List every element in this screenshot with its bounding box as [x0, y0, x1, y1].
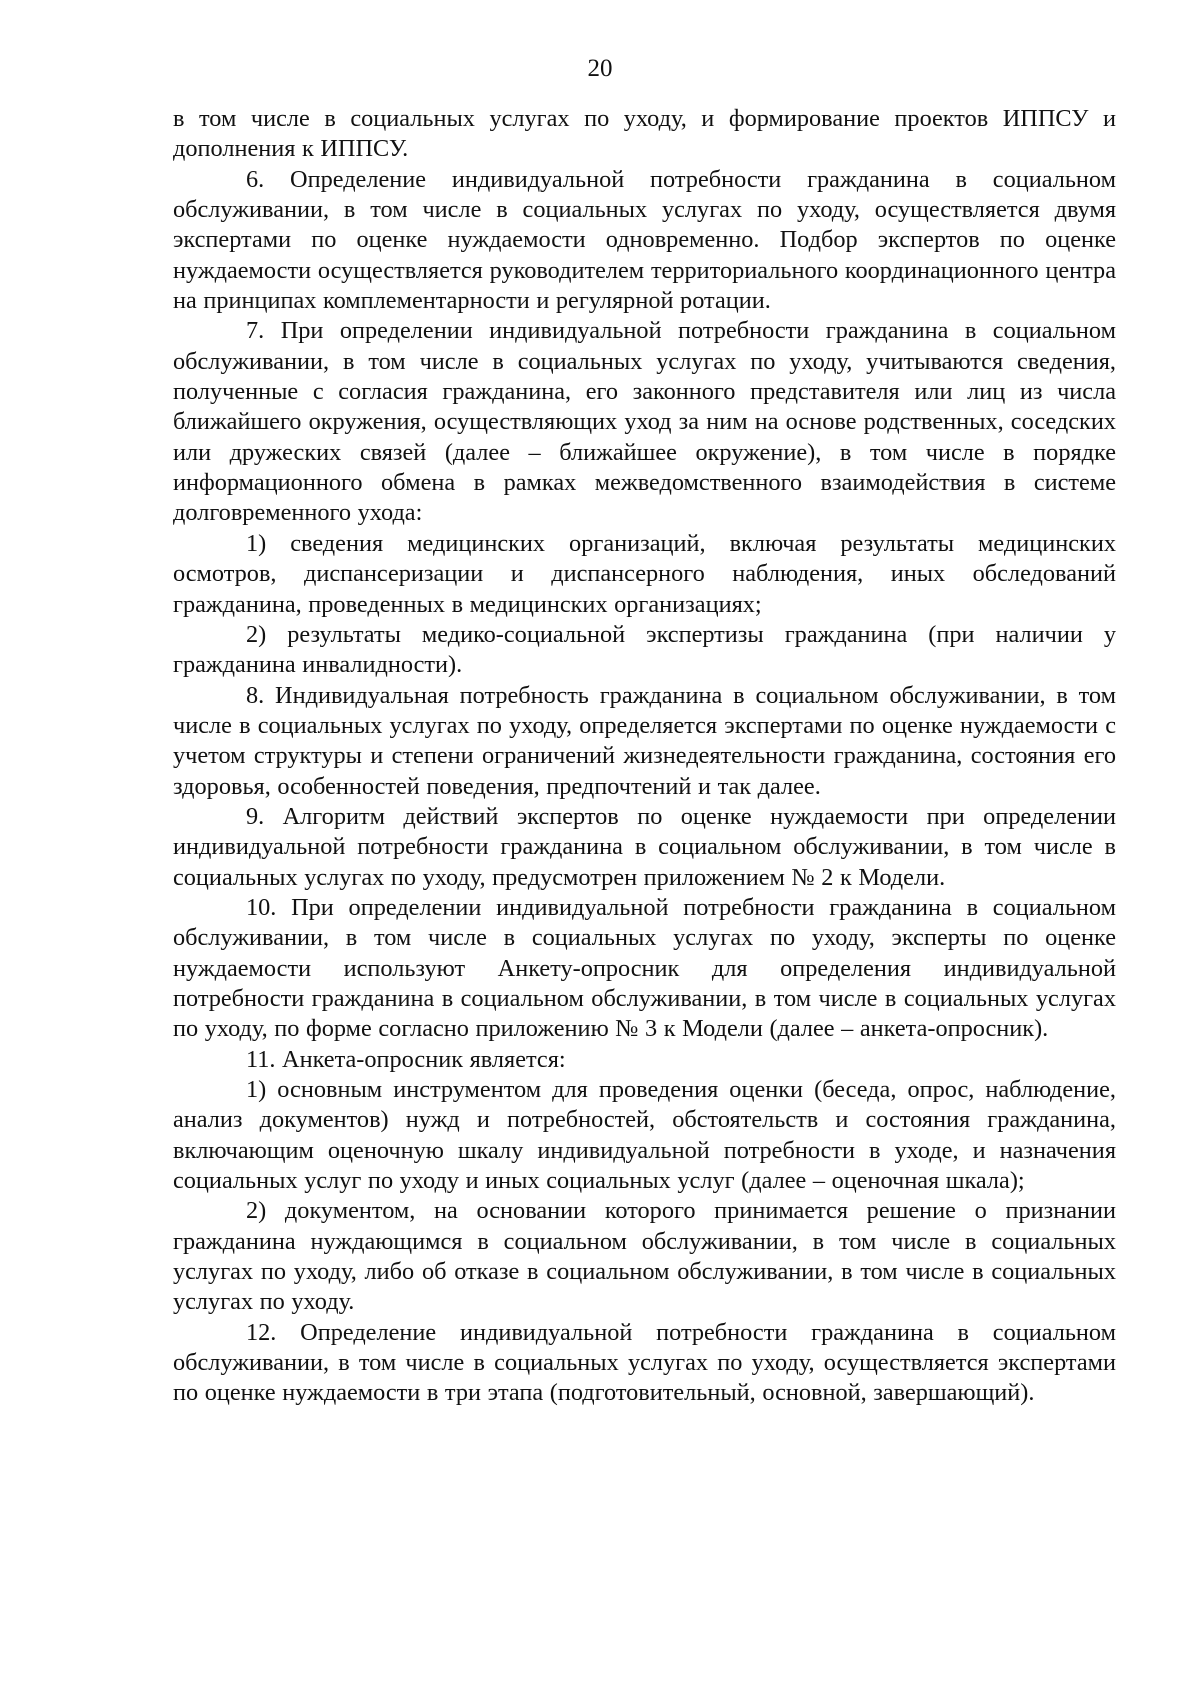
- paragraph-item-6: 6. Определение индивидуальной потребности гражданина в социальном обслуживании, в том числе в социальных услугах по уходу, осуществляется двумя экспертами по оценке нуждаемости одновременно. Подбор экспертов по оценке нуждаемости осуществляется руководителем территориального координационного центра на принципах комплементарности и регулярной ротации.: [173, 165, 1116, 315]
- paragraph-item-7: 7. При определении индивидуальной потребности гражданина в социальном обслуживании, в том числе в социальных услугах по уходу, учитываются сведения, полученные с согласия гражданина, его законного представителя или лиц из числа ближайшего окружения, осуществляющих уход за ним на основе родственных, соседских или дружеских связей (далее – ближайшее окружение), в том числе в порядке информационного обмена в рамках межведомственного взаимодействия в системе долговременного ухода:: [173, 317, 1116, 527]
- paragraph-item-7-subitem-2: 2) результаты медико-социальной экспертизы гражданина (при наличии у гражданина инвалидности).: [173, 620, 1116, 679]
- paragraph-item-7-subitem-1: 1) сведения медицинских организаций, включая результаты медицинских осмотров, диспансеризации и диспансерного наблюдения, иных обследований гражданина, проведенных в медицинских организациях;: [173, 529, 1116, 618]
- paragraph-item-11: 11. Анкета-опросник является:: [246, 1045, 566, 1073]
- paragraph-item-8: 8. Индивидуальная потребность гражданина в социальном обслуживании, в том числе в социальных услугах по уходу, определяется экспертами по оценке нуждаемости с учетом структуры и степени ограничений жизнедеятельности гражданина, состояния его здоровья, особенностей поведения, предпочтений и так далее.: [173, 681, 1116, 800]
- paragraph-item-11-subitem-1: 1) основным инструментом для проведения оценки (беседа, опрос, наблюдение, анализ документов) нужд и потребностей, обстоятельств и состояния гражданина, включающим оценочную шкалу индивидуальной потребности в уходе, и назначения социальных услуг по уходу и иных социальных услуг (далее – оценочная шкала);: [173, 1076, 1116, 1195]
- page-number: 20: [587, 55, 613, 82]
- paragraph-item-9: 9. Алгоритм действий экспертов по оценке нуждаемости при определении индивидуальной потребности гражданина в социальном обслуживании, в том числе в социальных услугах по уходу, предусмотрен приложением № 2 к Модели.: [173, 802, 1116, 891]
- paragraph-item-12: 12. Определение индивидуальной потребности гражданина в социальном обслуживании, в том числе в социальных услугах по уходу, осуществляется экспертами по оценке нуждаемости в три этапа (подготовительный, основной, завершающий).: [173, 1318, 1116, 1407]
- document-body: [173, 104, 1116, 1409]
- paragraph-continuation: в том числе в социальных услугах по уходу, и формирование проектов ИППСУ и дополнения к ИППСУ.: [173, 105, 1116, 163]
- paragraph-item-10: 10. При определении индивидуальной потребности гражданина в социальном обслуживании, в том числе в социальных услугах по уходу, эксперты по оценке нуждаемости используют Анкету-опросник для определения индивидуальной потребности гражданина в социальном обслуживании, в том числе в социальных услугах по уходу, по форме согласно приложению № 3 к Модели (далее – анкета-опросник).: [173, 893, 1116, 1043]
- paragraph-item-11-subitem-2: 2) документом, на основании которого принимается решение о признании гражданина нуждающимся в социальном обслуживании, в том числе в социальных услугах по уходу, либо об отказе в социальном обслуживании, в том числе в социальных услугах по уходу.: [173, 1197, 1116, 1316]
